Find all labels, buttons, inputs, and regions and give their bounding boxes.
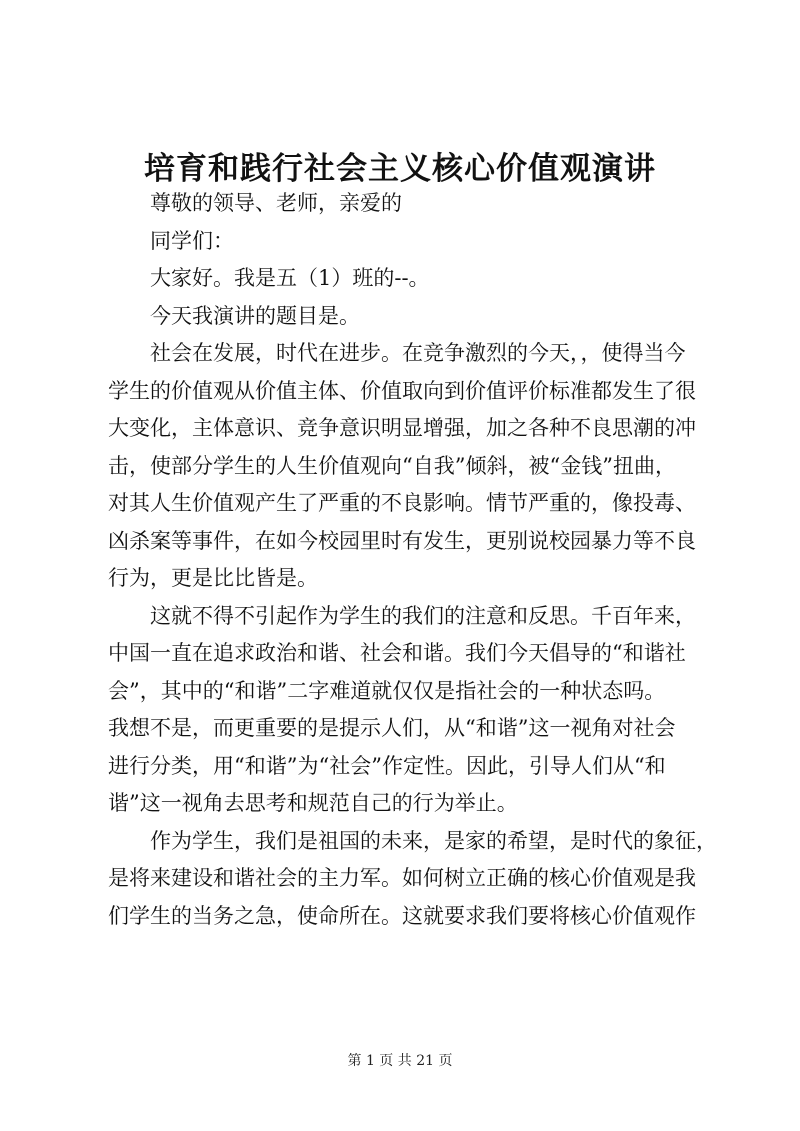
- paragraph-1: [108, 335, 708, 598]
- paragraph-line: 谐”这一视角去思考和规范自己的行为举止。: [108, 791, 518, 815]
- paragraph-line: 我想不是，而更重要的是提示人们，从“和谐”这一视角对社会: [108, 716, 676, 740]
- paragraph-line: 大变化，主体意识、竞争意识明显增强，加之各种不良思潮的冲: [108, 416, 696, 440]
- paragraph-line: 击，使部分学生的人生价值观向“自我”倾斜，被“金钱”扭曲，: [108, 453, 676, 478]
- paragraph-3: [108, 823, 717, 936]
- paragraph-line: 行为，更是比比皆是。: [108, 566, 318, 590]
- greeting-line-2: 同学们：: [150, 228, 234, 253]
- page-footer: 第 1 页 共 21 页: [347, 1053, 453, 1069]
- paragraph-line: 这就不得不引起作为学生的我们的注意和反思。千百年来，: [150, 603, 696, 628]
- document-body: [108, 185, 717, 935]
- intro-line: 大家好。我是五（1）班的--。: [150, 266, 430, 290]
- paragraph-line: 对其人生价值观产生了严重的不良影响。情节严重的，像投毒、: [108, 491, 696, 515]
- paragraph-line: 们学生的当务之急，使命所在。这就要求我们要将核心价值观作: [108, 903, 696, 928]
- paragraph-line: 进行分类，用“和谐”为“社会”作定性。因此，引导人们从“和: [108, 753, 666, 778]
- paragraph-line: 是将来建设和谐社会的主力军。如何树立正确的核心价值观是我: [108, 866, 696, 890]
- paragraph-line: 社会在发展，时代在进步。在竞争激烈的今天，，使得当今: [150, 341, 686, 365]
- paragraph-line: 作为学生，我们是祖国的未来，是家的希望，是时代的象征，: [150, 828, 717, 853]
- greeting-line-1: 尊敬的领导、老师，亲爱的: [150, 191, 402, 215]
- page-title: 培育和践行社会主义核心价值观演讲: [144, 151, 656, 187]
- topic-line: 今天我演讲的题目是。: [150, 303, 360, 328]
- paragraph-line: 中国一直在追求政治和谐、社会和谐。我们今天倡导的“和谐社: [108, 641, 686, 665]
- paragraph-line: 学生的价值观从价值主体、价值取向到价值评价标准都发生了很: [108, 378, 696, 403]
- paragraph-line: 凶杀案等事件，在如今校园里时有发生，更别说校园暴力等不良: [108, 528, 696, 553]
- paragraph-line: 会”，其中的“和谐”二字难道就仅仅是指社会的一种状态吗。: [108, 678, 666, 703]
- paragraph-2: [108, 598, 708, 823]
